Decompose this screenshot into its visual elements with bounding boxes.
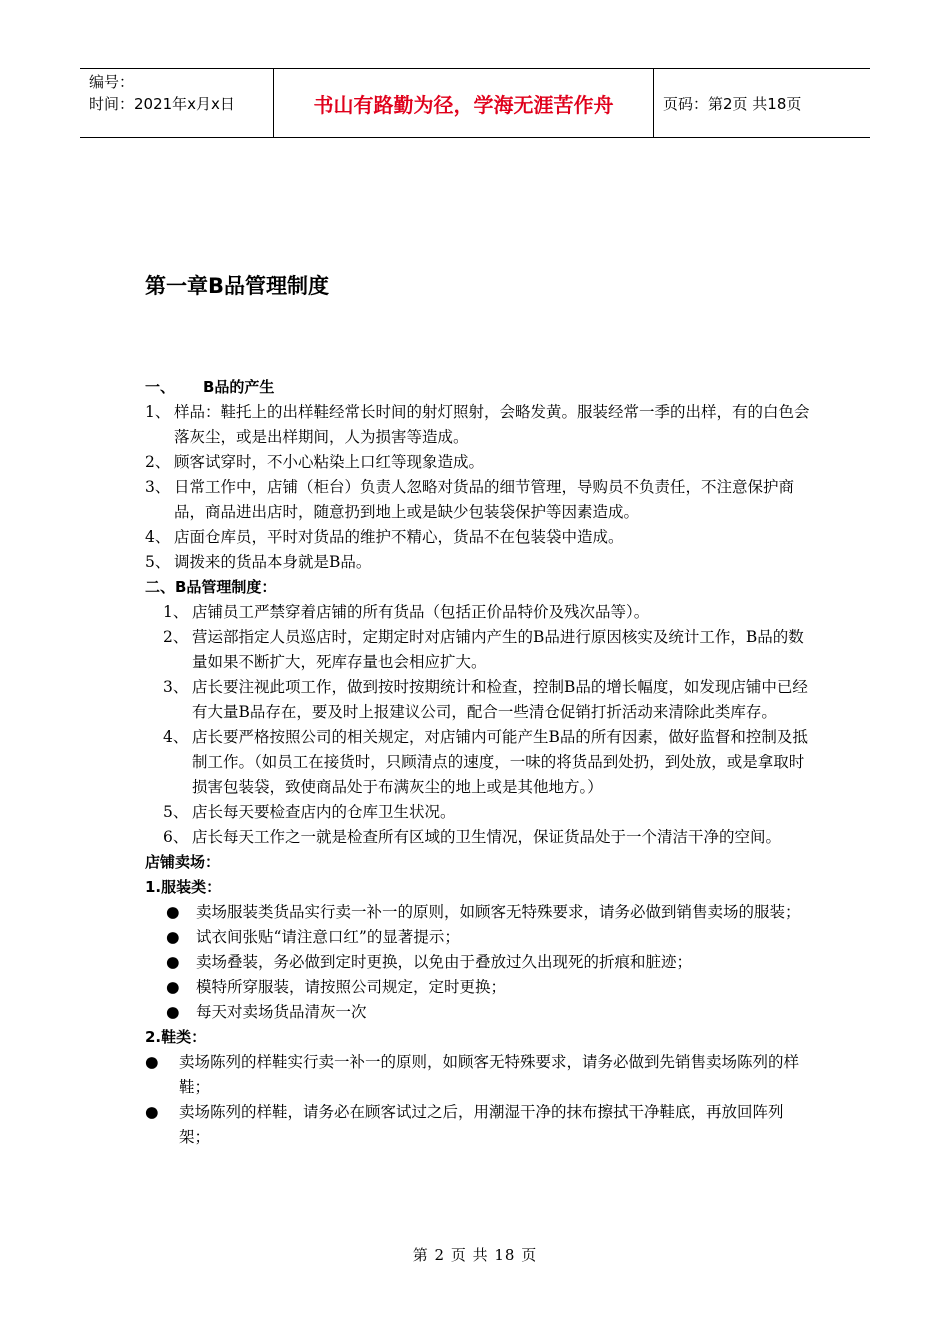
item-text: 店长每天要检查店内的仓库卫生状况。 [192, 803, 456, 821]
item-number: 4、 [145, 528, 171, 546]
section2-heading: 二、B品管理制度： [145, 578, 277, 596]
section1-title: B品的产生 [203, 378, 275, 396]
bullet-item [145, 925, 810, 950]
list-item [145, 675, 810, 725]
item-text: 模特所穿服装，请按照公司规定，定时更换； [196, 978, 507, 996]
item-text: 卖场陈列的样鞋实行卖一补一的原则，如顾客无特殊要求，请务必做到先销售卖场陈列的样鞋； [179, 1053, 800, 1096]
list-item [145, 550, 810, 575]
store-heading: 店铺卖场： [145, 853, 221, 871]
section1-heading [145, 375, 810, 400]
chapter-title: 第一章B品管理制度 [145, 274, 330, 298]
number-label: 编号： [89, 73, 135, 91]
item-text: 样品：鞋托上的出样鞋经常长时间的射灯照射，会略发黄。服装经常一季的出样，有的白色会落灰尘，或是出样期间，人为损害等造成。 [174, 403, 810, 446]
list-item [145, 450, 810, 475]
document-body [145, 375, 810, 1150]
bullet-icon: ● [145, 1053, 159, 1071]
clothing-heading: 1.服装类： [145, 878, 222, 896]
bullet-item [145, 975, 810, 1000]
item-number: 3、 [145, 478, 171, 496]
section2-list [145, 600, 810, 850]
list-item [145, 725, 810, 800]
bullet-icon: ● [166, 953, 180, 971]
shoes-heading: 2.鞋类： [145, 1028, 207, 1046]
motto: 书山有路勤为径，学海无涯苦作舟 [274, 69, 654, 137]
section1-list [145, 400, 810, 575]
item-text: 顾客试穿时，不小心粘染上口红等现象造成。 [174, 453, 485, 471]
header-table [80, 68, 870, 138]
list-item [145, 475, 810, 525]
item-text: 卖场服装类货品实行卖一补一的原则，如顾客无特殊要求，请务必做到销售卖场的服装； [196, 903, 801, 921]
item-number: 2、 [163, 628, 189, 646]
item-text: 日常工作中，店铺（柜台）负责人忽略对货品的细节管理，导购员不负责任，不注意保护商品，商品进出店时，随意扔到地上或是缺少包装袋保护等因素造成。 [174, 478, 795, 521]
item-text: 试衣间张贴“请注意口红”的显著提示； [196, 928, 460, 946]
header-left-cell [80, 69, 274, 137]
list-item [145, 800, 810, 825]
item-text: 卖场叠装，务必做到定时更换，以免由于叠放过久出现死的折痕和脏迹； [196, 953, 693, 971]
bullet-icon: ● [166, 978, 180, 996]
list-item [145, 525, 810, 550]
bullet-item [145, 1100, 810, 1150]
item-number: 2、 [145, 453, 171, 471]
item-number: 4、 [163, 728, 189, 746]
item-number: 3、 [163, 678, 189, 696]
item-text: 店铺员工严禁穿着店铺的所有货品（包括正价品特价及残次品等）。 [192, 603, 650, 621]
section1-number: 一、 [145, 378, 176, 396]
bullet-item [145, 1000, 810, 1025]
item-number: 1、 [163, 603, 189, 621]
bullet-icon: ● [166, 1003, 180, 1021]
item-text: 每天对卖场货品清灰一次 [196, 1003, 367, 1021]
item-text: 调拨来的货品本身就是B品。 [174, 553, 372, 571]
list-item [145, 825, 810, 850]
clothing-list [145, 900, 810, 1025]
item-number: 5、 [163, 803, 189, 821]
item-text: 店面仓库员，平时对货品的维护不精心，货品不在包装袋中造成。 [174, 528, 624, 546]
bullet-item [145, 950, 810, 975]
bullet-icon: ● [166, 903, 180, 921]
item-text: 店长要注视此项工作，做到按时按期统计和检查，控制B品的增长幅度，如发现店铺中已经有大量B品存在，要及时上报建议公司，配合一些清仓促销打折活动来清除此类库存。 [192, 678, 808, 721]
bullet-item [145, 1050, 810, 1100]
bullet-icon: ● [166, 928, 180, 946]
page-info: 页码：第2页 共18页 [663, 94, 802, 113]
list-item [145, 625, 810, 675]
item-text: 营运部指定人员巡店时，定期定时对店铺内产生的B品进行原因核实及统计工作，B品的数量如果不断扩大，死库存量也会相应扩大。 [192, 628, 804, 671]
item-number: 6、 [163, 828, 189, 846]
page-footer [0, 1244, 950, 1265]
list-item [145, 600, 810, 625]
shoes-list [145, 1050, 810, 1150]
item-text: 店长每天工作之一就是检查所有区域的卫生情况，保证货品处于一个清洁干净的空间。 [192, 828, 782, 846]
list-item [145, 400, 810, 450]
footer-text: 第 2 页 共 18 页 [412, 1246, 538, 1264]
time-label: 时间：2021年x月x日 [89, 95, 235, 113]
bullet-item [145, 900, 810, 925]
item-text: 卖场陈列的样鞋，请务必在顾客试过之后，用潮湿干净的抹布擦拭干净鞋底，再放回阵列架； [179, 1103, 784, 1146]
item-text: 店长要严格按照公司的相关规定，对店铺内可能产生B品的所有因素，做好监督和控制及抵制工作。（如员工在接货时，只顾清点的速度，一味的将货品到处扔，到处放，或是拿取时损害包装袋，致使商品处于布满灰尘的地上或是其他地方。） [192, 728, 808, 796]
item-number: 5、 [145, 553, 171, 571]
item-number: 1、 [145, 403, 171, 421]
bullet-icon: ● [145, 1103, 159, 1121]
